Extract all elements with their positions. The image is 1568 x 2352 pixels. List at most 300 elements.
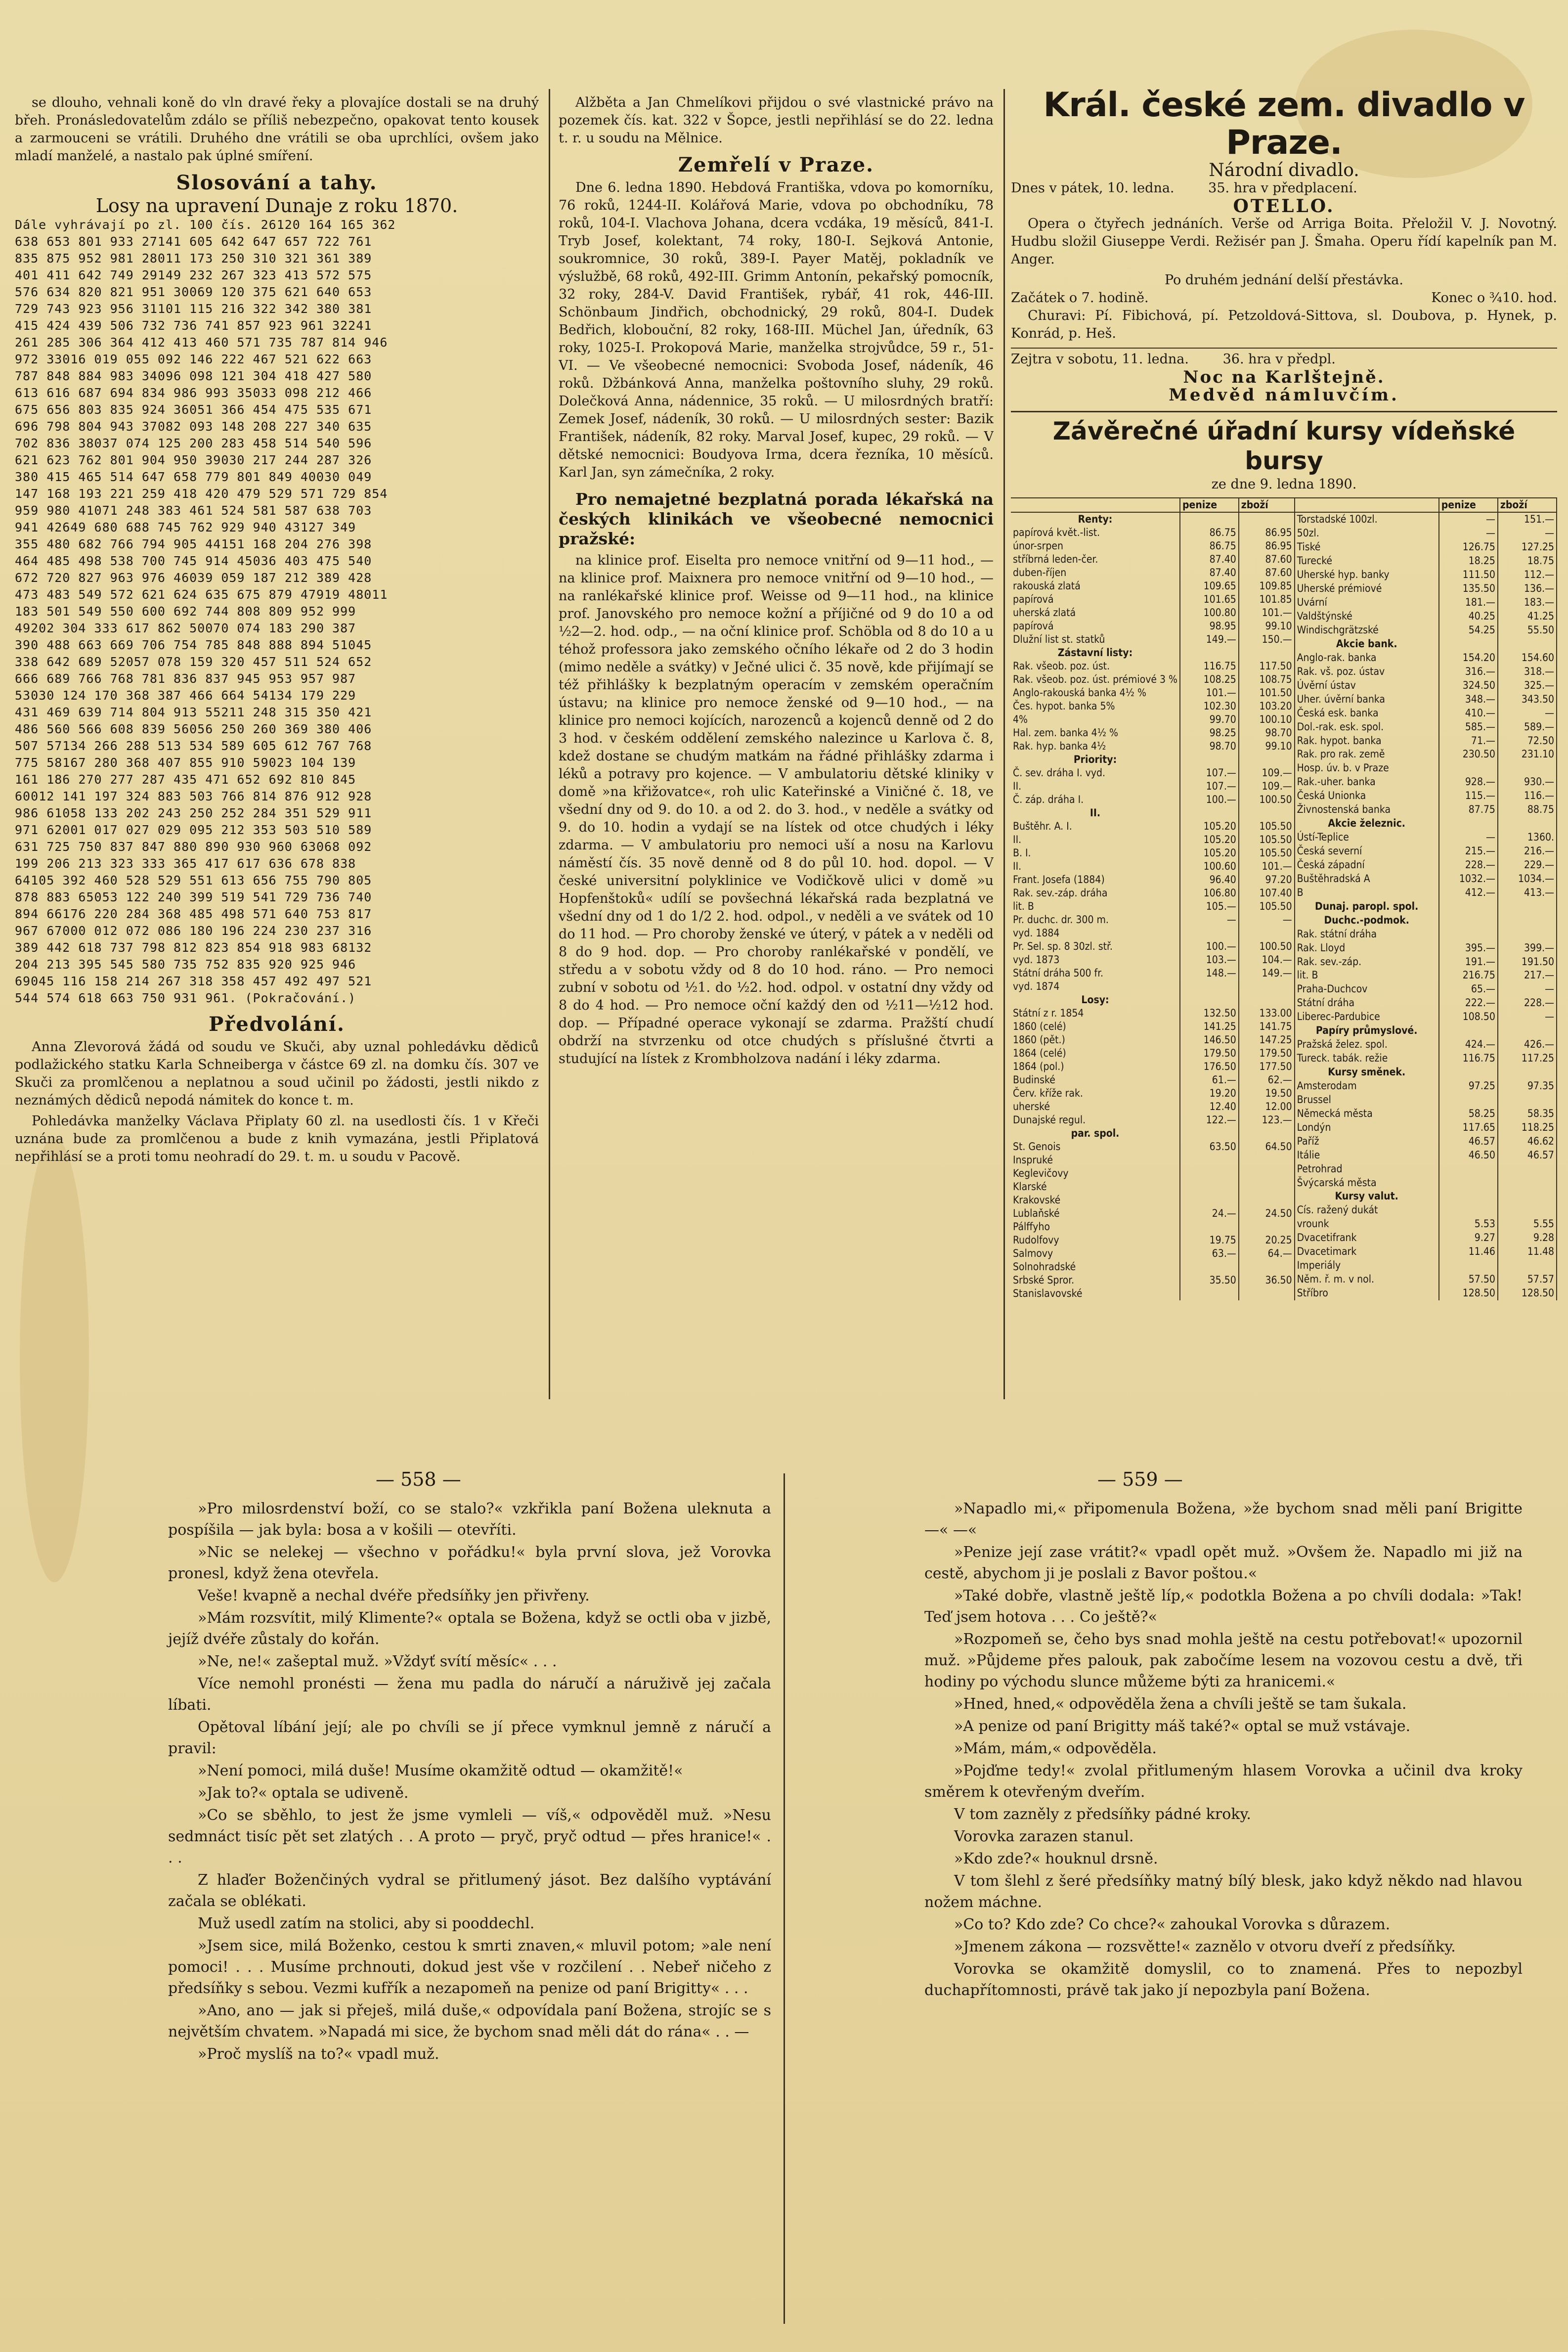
quote-goods (1239, 980, 1295, 993)
theatre-tomorrow-play2: Medvěd námluvčím. (1169, 385, 1399, 405)
quote-row (1295, 610, 1557, 623)
quote-row (1295, 1217, 1557, 1231)
quote-row (1011, 766, 1295, 780)
quote-goods: 97.35 (1498, 1079, 1557, 1093)
lottery-line: 729 743 923 956 31101 115 216 322 342 380 381 (15, 302, 372, 316)
story-paragraph: »Co se sběhlo, to jest že jsme vymleli — víš,« odpověděl muž. »Nesu sedmnáct tisíc pět set zlatých . . A proto — pryč, pryč odtud — přes hranice!« . . . (168, 1807, 771, 1866)
quote-label: Solnohradské (1011, 1260, 1180, 1274)
left-column (15, 94, 539, 1169)
quote-goods: 179.50 (1239, 1047, 1295, 1060)
quote-label: Červ. kříže rak. (1011, 1087, 1180, 1100)
quote-row (1295, 1259, 1557, 1273)
quote-row (1295, 982, 1557, 996)
quote-money: 117.65 (1439, 1120, 1498, 1134)
quote-goods (1239, 1180, 1295, 1194)
quote-label: Praha-Duchcov (1295, 982, 1439, 996)
quote-money: 116.75 (1439, 1052, 1498, 1065)
lottery-line: 161 186 270 277 287 435 471 652 692 810 845 (15, 772, 356, 787)
quote-row (1295, 1190, 1557, 1203)
quote-money: 19.75 (1180, 1234, 1239, 1247)
quote-row (1011, 1154, 1295, 1167)
col-head: penize (1439, 498, 1498, 512)
quote-row (1295, 540, 1557, 554)
quote-row (1011, 1287, 1295, 1300)
lottery-line: 390 488 663 669 706 754 785 848 888 894 51045 (15, 638, 372, 652)
story-paragraph: Veše! kvapně a nechal dvéře předsíňky jen přivřeny. (198, 1587, 590, 1604)
quote-goods (1239, 512, 1295, 526)
quote-label: Paříž (1295, 1134, 1439, 1148)
bourse-table-right (1295, 497, 1557, 1300)
lottery-line: 787 848 884 983 34096 098 121 304 418 427 580 (15, 369, 372, 383)
quote-goods (1239, 1127, 1295, 1140)
quote-money: 71.— (1439, 734, 1498, 748)
story-right-column (924, 1498, 1523, 2002)
quote-money: 98.25 (1180, 726, 1239, 740)
quote-money: 108.25 (1180, 673, 1239, 686)
quote-goods: 20.25 (1239, 1234, 1295, 1247)
quote-label: Londýn (1295, 1120, 1439, 1134)
lottery-line: 959 980 41071 248 383 461 524 581 587 638 703 (15, 503, 372, 518)
quote-label: Dvacetimark (1295, 1245, 1439, 1259)
quote-money (1180, 1287, 1239, 1300)
quote-label: Česká esk. banka (1295, 706, 1439, 720)
quote-goods (1498, 1176, 1557, 1190)
lottery-heading: Slosování a tahy. (176, 171, 378, 194)
quote-label: Dunajské regul. (1011, 1113, 1180, 1127)
quote-goods (1498, 1024, 1557, 1038)
quote-goods: 930.— (1498, 775, 1557, 789)
quote-label: Tiské (1295, 540, 1439, 554)
quote-row (1295, 651, 1557, 665)
quote-label: Rak. pro rak. země (1295, 748, 1439, 761)
quote-row (1011, 873, 1295, 887)
lottery-line: 775 58167 280 368 407 855 910 59023 104 139 (15, 755, 356, 770)
quote-money (1180, 1220, 1239, 1234)
quote-label: Zástavní listy: (1011, 646, 1180, 660)
quote-row (1011, 1073, 1295, 1087)
quote-label: Tureck. tabák. režie (1295, 1052, 1439, 1065)
quote-row (1295, 665, 1557, 678)
quote-row (1295, 527, 1557, 540)
story-paragraph: »Mám, mám,« odpověděla. (954, 1740, 1157, 1757)
quote-goods: 9.28 (1498, 1231, 1557, 1245)
quote-row (1295, 761, 1557, 775)
quote-goods: 118.25 (1498, 1120, 1557, 1134)
lottery-line: 986 61058 133 202 243 250 252 284 351 529 911 (15, 806, 372, 820)
quote-row (1011, 1007, 1295, 1020)
lottery-line: 576 634 820 821 951 30069 120 375 621 640 653 (15, 285, 372, 299)
quote-money: 228.— (1439, 858, 1498, 872)
quote-row (1011, 593, 1295, 606)
quote-label: Frant. Josefa (1884) (1011, 873, 1180, 887)
quote-money: 63.50 (1180, 1140, 1239, 1154)
quote-money: 46.50 (1439, 1148, 1498, 1162)
quote-money: — (1439, 527, 1498, 540)
quote-goods: 109.— (1239, 766, 1295, 780)
quote-label: 1860 (pět.) (1011, 1033, 1180, 1047)
quote-goods (1498, 1065, 1557, 1079)
theatre-cast: Churavi: Pí. Fibichová, pí. Petzoldová-Sittova, sl. Doubova, p. Hynek, p. Konrád, p. Heš. (1011, 308, 1557, 341)
quote-goods: 98.70 (1239, 726, 1295, 740)
quote-money: 141.25 (1180, 1020, 1239, 1033)
theatre-today: Dnes v pátek, 10. ledna. 35. hra v předplacení. (1011, 180, 1357, 196)
quote-money: 11.46 (1439, 1245, 1498, 1259)
quote-label: Švýcarská města (1295, 1176, 1439, 1190)
quote-money: 57.50 (1439, 1273, 1498, 1287)
quote-label: Akcie bank. (1295, 637, 1439, 651)
story-paragraph: Opětoval líbání její; ale po chvíli se jí přece vymknul jemně z náručí a pravil: (168, 1719, 771, 1757)
quote-row (1011, 726, 1295, 740)
lottery-line: 338 642 689 52057 078 159 320 457 511 524 652 (15, 655, 372, 669)
quote-row (1011, 713, 1295, 726)
quote-money: 410.— (1439, 706, 1498, 720)
lottery-line: 894 66176 220 284 368 485 498 571 640 753 817 (15, 907, 372, 921)
lottery-line: 204 213 395 545 580 735 752 835 920 925 946 (15, 957, 356, 972)
quote-goods: 116.— (1498, 789, 1557, 803)
quote-row (1295, 886, 1557, 899)
quote-row (1011, 1194, 1295, 1207)
quote-goods: 101.— (1239, 606, 1295, 620)
quote-label: únor-srpen (1011, 539, 1180, 553)
story-paragraph: Z hlaďer Boženčiných vydral se přitlumený jásot. Bez dalšího vyptávání začala se oblékati. (168, 1871, 771, 1910)
quote-goods (1498, 913, 1557, 927)
quote-label: Dunaj. paropl. spol. (1295, 899, 1439, 913)
quote-row (1011, 1087, 1295, 1100)
quote-goods: 147.25 (1239, 1033, 1295, 1047)
quote-label: Keglevičovy (1011, 1167, 1180, 1180)
quote-row (1295, 623, 1557, 637)
quote-label: rakouská zlatá (1011, 579, 1180, 593)
quote-label: Amsterodam (1295, 1079, 1439, 1093)
quote-row (1011, 660, 1295, 673)
quote-row (1295, 1079, 1557, 1093)
lottery-title: Losy na upravení Dunaje z roku 1870. (95, 195, 458, 217)
quote-goods (1498, 1259, 1557, 1273)
quote-money (1439, 1259, 1498, 1273)
quote-goods (1498, 927, 1557, 941)
quote-money: 115.— (1439, 789, 1498, 803)
story-paragraph: »Kdo zde?« houknul drsně. (954, 1850, 1158, 1867)
theatre-tomorrow-play: Noc na Karlštejně. (1183, 367, 1385, 387)
quote-goods: 62.— (1239, 1073, 1295, 1087)
quote-label: vyd. 1873 (1011, 953, 1180, 967)
quote-label: II. (1011, 806, 1180, 820)
quote-row (1011, 740, 1295, 753)
quote-goods (1239, 806, 1295, 820)
quote-goods: — (1239, 913, 1295, 927)
quote-money: 63.— (1180, 1247, 1239, 1260)
quote-label: lit. B (1295, 969, 1439, 982)
story-paragraph: »Jmenem zákona — rozsvětte!« zaznělo v otvoru dveří z předsíňky. (954, 1938, 1456, 1955)
lottery-line: 613 616 687 694 834 986 993 35033 098 212 466 (15, 386, 372, 400)
quote-money: 5.53 (1439, 1217, 1498, 1231)
quote-label: Německá města (1295, 1107, 1439, 1120)
quote-money (1439, 1093, 1498, 1107)
quote-row (1295, 1162, 1557, 1176)
story-paragraph: »Mám rozsvítit, milý Klimente?« optala se Božena, když se octli oba v jizbě, jejíž dvéře zůstaly do kořán. (168, 1609, 771, 1648)
quote-goods: 117.50 (1239, 660, 1295, 673)
quote-row (1011, 846, 1295, 860)
quote-label: Pálffyho (1011, 1220, 1180, 1234)
quote-row (1011, 860, 1295, 873)
quote-money (1180, 1154, 1239, 1167)
quote-goods: 141.75 (1239, 1020, 1295, 1033)
quote-money: 126.75 (1439, 540, 1498, 554)
quote-row (1011, 553, 1295, 566)
quote-row (1011, 539, 1295, 553)
quote-money: 18.25 (1439, 554, 1498, 568)
quote-money (1180, 1194, 1239, 1207)
quote-label: Klarské (1011, 1180, 1180, 1194)
quote-goods: 136.— (1498, 582, 1557, 596)
quote-goods: 112.— (1498, 568, 1557, 582)
quote-label: vyd. 1884 (1011, 927, 1180, 940)
quote-row (1295, 941, 1557, 955)
quote-row (1295, 858, 1557, 872)
quote-row (1011, 1033, 1295, 1047)
quote-row (1011, 806, 1295, 820)
quote-goods: 64.50 (1239, 1140, 1295, 1154)
quote-label: Priority: (1011, 753, 1180, 766)
quote-goods: 86.95 (1239, 539, 1295, 553)
quote-label: Rak. všeob. poz. úst. prémiové 3 % (1011, 673, 1180, 686)
quote-label: Pr. Sel. sp. 8 30zl. stř. (1011, 940, 1180, 953)
quote-money: 65.— (1439, 982, 1498, 996)
quote-label: papírová (1011, 593, 1180, 606)
quote-goods (1498, 1203, 1557, 1217)
quote-label: uherské (1011, 1100, 1180, 1113)
bourse-heading: Závěrečné úřadní kursy vídeňské bursy (1052, 417, 1516, 475)
quote-money: — (1180, 913, 1239, 927)
quote-row (1011, 980, 1295, 993)
quote-label: Duchc.-podmok. (1295, 913, 1439, 927)
quote-money (1439, 899, 1498, 913)
quote-money: 111.50 (1439, 568, 1498, 582)
quote-label: Renty: (1011, 512, 1180, 526)
lottery-line: 401 411 642 749 29149 232 267 323 413 572 575 (15, 268, 372, 282)
story-paragraph: »Hned, hned,« odpověděla žena a chvíli ještě se tam šukala. (954, 1695, 1407, 1713)
quote-goods: 426.— (1498, 1038, 1557, 1052)
quote-goods: 88.75 (1498, 803, 1557, 817)
quote-money: 122.— (1180, 1113, 1239, 1127)
quote-label: papírová (1011, 620, 1180, 633)
quote-label: Něm. ř. m. v nol. (1295, 1273, 1439, 1287)
quote-row (1011, 953, 1295, 967)
quote-row (1011, 1140, 1295, 1154)
quote-row (1011, 633, 1295, 646)
lottery-line: 621 623 762 801 904 950 39030 217 244 287 326 (15, 453, 372, 467)
quote-money: 424.— (1439, 1038, 1498, 1052)
lottery-line: 672 720 827 963 976 46039 059 187 212 389 428 (15, 571, 372, 585)
story-paragraph: »A penize od paní Brigitty máš také?« optal se muž vstávaje. (954, 1718, 1411, 1735)
quote-row (1295, 568, 1557, 582)
lottery-line: 631 725 750 837 847 880 890 930 960 63068 092 (15, 840, 372, 854)
lottery-line: 835 875 952 981 28011 173 250 310 321 361 389 (15, 251, 372, 266)
quote-goods (1239, 1260, 1295, 1274)
lottery-line: 473 483 549 572 621 624 635 675 879 47919 48011 (15, 587, 388, 602)
quote-goods: 18.75 (1498, 554, 1557, 568)
quote-money: 103.— (1180, 953, 1239, 967)
quote-goods: 72.50 (1498, 734, 1557, 748)
lottery-line: 941 42649 680 688 745 762 929 940 43127 349 (15, 520, 356, 534)
quote-row (1295, 706, 1557, 720)
quote-row (1295, 872, 1557, 886)
quote-row (1295, 692, 1557, 706)
quote-money: 100.60 (1180, 860, 1239, 873)
quote-goods (1498, 1190, 1557, 1203)
quote-label: Rak. sev.-záp. dráha (1011, 887, 1180, 900)
quote-label: Buštěhradská A (1295, 872, 1439, 886)
col-head: zboží (1498, 498, 1557, 512)
theatre-play: OTELLO. (1233, 196, 1335, 217)
lottery-line: 53030 124 170 368 387 466 664 54134 179 229 (15, 688, 356, 703)
quote-goods: 177.50 (1239, 1060, 1295, 1073)
page-number-left: — 558 — (376, 1468, 461, 1490)
quote-money: 54.25 (1439, 623, 1498, 637)
story-paragraph: V tom šlehl z šeré předsíňky matný bílý blesk, jako když někdo nad hlavou nožem máchne. (924, 1872, 1523, 1911)
quote-goods: 133.00 (1239, 1007, 1295, 1020)
quote-money (1180, 753, 1239, 766)
quote-goods: 99.10 (1239, 620, 1295, 633)
quote-row (1011, 927, 1295, 940)
story-paragraph: »Ano, ano — jak si přeješ, milá duše,« odpovídala paní Božena, strojíc se s největším chvatem. »Napadá mi sice, že bychom snad měli dát do rána« . . — (168, 2002, 771, 2041)
quote-label: 1864 (pol.) (1011, 1060, 1180, 1073)
quote-goods: 399.— (1498, 941, 1557, 955)
quote-goods (1239, 927, 1295, 940)
quote-goods: 46.62 (1498, 1134, 1557, 1148)
quote-row (1295, 1120, 1557, 1134)
quote-money: 99.70 (1180, 713, 1239, 726)
quote-row (1295, 1134, 1557, 1148)
quote-money: 149.— (1180, 633, 1239, 646)
quote-label: Rak.-uher. banka (1295, 775, 1439, 789)
quote-goods: 101.— (1239, 860, 1295, 873)
quote-label: Liberec-Pardubice (1295, 1010, 1439, 1024)
lottery-line: 415 424 439 506 732 736 741 857 923 961 32241 (15, 318, 372, 333)
column-rule (549, 89, 550, 1399)
quote-money: 87.40 (1180, 553, 1239, 566)
quote-label: Uvární (1295, 596, 1439, 610)
quote-money: 100.— (1180, 793, 1239, 806)
story-paragraph: »Nic se nelekej — všechno v pořádku!« byla první slova, jež Vorovka pronesl, když žena otevřela. (168, 1544, 771, 1582)
quote-money: 107.— (1180, 780, 1239, 793)
theatre-interval: Po druhém jednání delší přestávka. (1164, 272, 1403, 288)
quote-goods: 117.25 (1498, 1052, 1557, 1065)
quote-label: Uherské prémiové (1295, 582, 1439, 596)
quote-row (1295, 1093, 1557, 1107)
quote-goods: 41.25 (1498, 610, 1557, 623)
quote-row (1295, 1065, 1557, 1079)
quote-money: 585.— (1439, 720, 1498, 734)
quote-label: Inspruké (1011, 1154, 1180, 1167)
quote-money: 109.65 (1180, 579, 1239, 593)
quote-label: Česká západní (1295, 858, 1439, 872)
quote-row (1295, 582, 1557, 596)
quote-label: Rak. sev.-záp. (1295, 955, 1439, 969)
quote-label: Rak. hyp. banka 4½ (1011, 740, 1180, 753)
quote-goods: 216.— (1498, 844, 1557, 858)
quote-money (1439, 1065, 1498, 1079)
quote-goods: 217.— (1498, 969, 1557, 982)
theatre-end: Konec o ¾10. hod. (1431, 290, 1557, 306)
quote-money: 101.— (1180, 686, 1239, 700)
lottery-line: 60012 141 197 324 883 503 766 814 876 912 928 (15, 789, 372, 803)
quote-label: Č. záp. dráha I. (1011, 793, 1180, 806)
quote-money: 101.65 (1180, 593, 1239, 606)
quote-row (1011, 993, 1295, 1007)
quote-goods: 1360. (1498, 831, 1557, 844)
story-paragraph: »Není pomoci, milá duše! Musíme okamžitě odtud — okamžitě!« (198, 1762, 683, 1779)
quote-goods: 228.— (1498, 996, 1557, 1010)
quote-money (1180, 993, 1239, 1007)
quote-goods: 413.— (1498, 886, 1557, 899)
lottery-line: 199 206 213 323 333 365 417 617 636 678 838 (15, 856, 356, 871)
quote-label: B. I. (1011, 846, 1180, 860)
quote-label: Uherské hyp. banky (1295, 568, 1439, 582)
story-paragraph: »Rozpomeň se, čeho bys snad mohla ještě na cestu potřebovat!« upozornil muž. »Půjdeme přes palouk, pak zabočíme lesem na vozovou cestu a dvě, tři hodiny po východu slunce můžeme býti za hranicemi.« (924, 1631, 1523, 1690)
quote-label: Kursy směnek. (1295, 1065, 1439, 1079)
story-paragraph: »Pojďme tedy!« zvolal přitlumeným hlasem Vorovka a učinil dva kroky směrem k otevřeným dveřím. (924, 1762, 1523, 1801)
quote-row (1011, 686, 1295, 700)
quote-row (1011, 566, 1295, 579)
quote-money: 46.57 (1439, 1134, 1498, 1148)
quote-row (1011, 1047, 1295, 1060)
quote-label: Rudolfovy (1011, 1234, 1180, 1247)
quote-money: 24.— (1180, 1207, 1239, 1220)
quote-goods (1239, 1194, 1295, 1207)
quote-row (1295, 720, 1557, 734)
quote-money (1439, 1176, 1498, 1190)
quote-goods: 105.50 (1239, 820, 1295, 833)
quote-money (1439, 761, 1498, 775)
quote-row (1011, 620, 1295, 633)
quote-label: Pr. duchc. dr. 300 m. (1011, 913, 1180, 927)
story-paragraph: »Pro milosrdenství boží, co se stalo?« vzkřikla paní Božena uleknuta a pospíšila — jak byla: bosa a v košili — otevříti. (168, 1500, 771, 1539)
quote-money: 324.50 (1439, 678, 1498, 692)
lottery-line: 69045 116 158 214 267 318 358 457 492 497 521 (15, 974, 372, 988)
theatre-description: Opera o čtyřech jednáních. Verše od Arriga Boita. Přeložil V. J. Novotný. Hudbu složil Giuseppe Verdi. Režisér pan J. Šmaha. Operu řídí kapelník pan M. Anger. (1011, 216, 1557, 267)
quote-goods: 100.50 (1239, 793, 1295, 806)
paper-stain (20, 1137, 89, 1582)
quote-label: Pražská želez. spol. (1295, 1038, 1439, 1052)
quote-goods: 36.50 (1239, 1274, 1295, 1287)
quote-money (1180, 512, 1239, 526)
quote-label: Úvěrní ústav (1295, 678, 1439, 692)
quote-label: Rak. státní dráha (1295, 927, 1439, 941)
quote-goods: 108.75 (1239, 673, 1295, 686)
quote-goods: 154.60 (1498, 651, 1557, 665)
quote-label: Státní dráha (1295, 996, 1439, 1010)
quote-label: par. spol. (1011, 1127, 1180, 1140)
quote-row (1295, 1273, 1557, 1287)
quote-row (1011, 1113, 1295, 1127)
quote-goods: 104.— (1239, 953, 1295, 967)
quote-money: 216.75 (1439, 969, 1498, 982)
quote-money: 105.20 (1180, 846, 1239, 860)
quote-goods: 318.— (1498, 665, 1557, 678)
lottery-line: 878 883 65053 122 240 399 519 541 729 736 740 (15, 890, 372, 904)
quote-goods: 325.— (1498, 678, 1557, 692)
quote-money (1439, 1190, 1498, 1203)
quote-row (1295, 1052, 1557, 1065)
quote-money: 86.75 (1180, 526, 1239, 539)
quote-goods: 55.50 (1498, 623, 1557, 637)
quote-goods: 24.50 (1239, 1207, 1295, 1220)
quote-goods (1498, 761, 1557, 775)
quote-row (1011, 1127, 1295, 1140)
quote-money: 100.— (1180, 940, 1239, 953)
quote-money: 96.40 (1180, 873, 1239, 887)
